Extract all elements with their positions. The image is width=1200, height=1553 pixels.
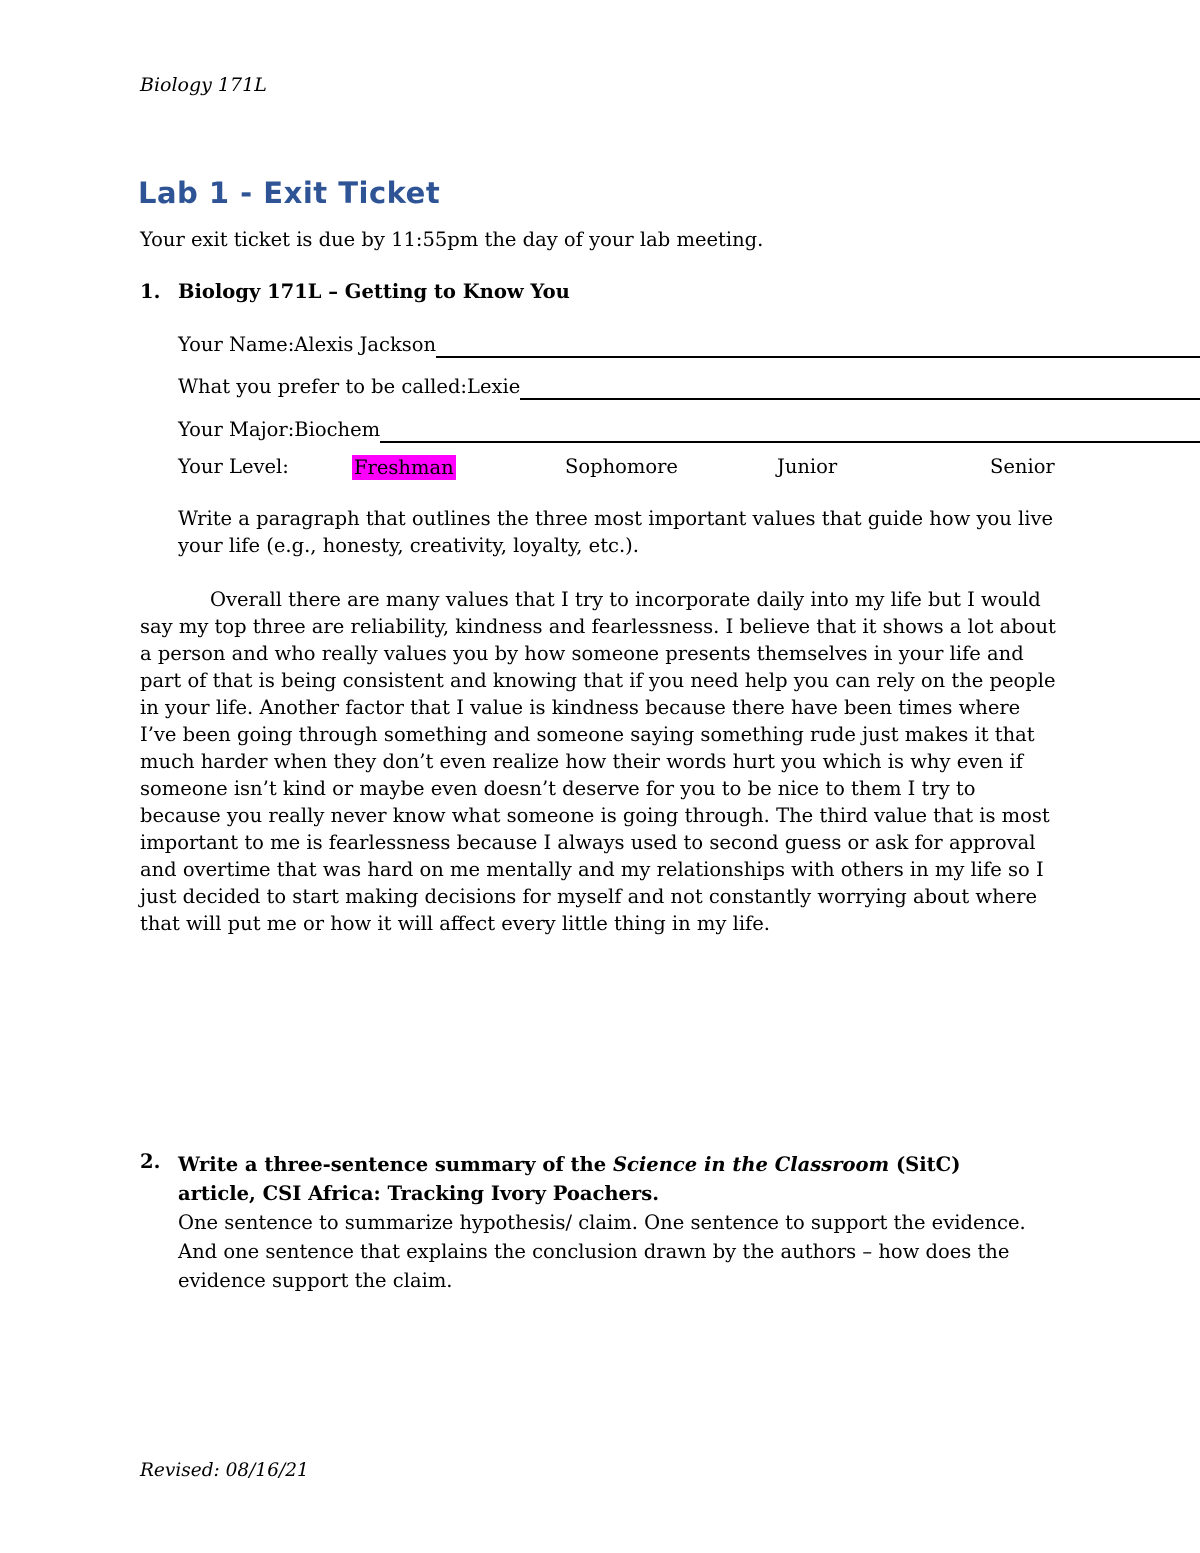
field-your-major-value: Biochem [294,418,381,441]
section-1-number: 1. [140,280,161,303]
section-2-heading [178,1150,1026,1208]
section-2-heading-post: (SitC) article, CSI Africa: Tracking Ivory Poachers. [178,1153,961,1205]
section-2 [140,1150,1040,1295]
section-2-number: 2. [140,1150,161,1173]
field-preferred-name [178,375,1200,402]
level-option-sophomore: Sophomore [565,455,678,478]
field-your-level-label: Your Level: [178,455,289,478]
values-paragraph-response: Overall there are many values that I try to incorporate daily into my life but I would say my top three are reliability, kindness and fearlessness. I believe that it shows a lot about a person and who really values you by how someone presents themselves in your life and part of that is being consistent and knowing that if you need help you can rely on the people in your life. Another factor that I value is kindness because there have been times where I’ve been going through something and someone saying something rude just makes it that much harder when they don’t even realize how their words hurt you which is why even if someone isn’t kind or maybe even doesn’t deserve for you to be nice to them I try to because you really never know what someone is going through. The third value that is most important to me is fearlessness because I always used to second guess or ask for approval and overtime that was hard on me mentally and my relationships with others in my life so I just decided to start making decisions for myself and not constantly worrying about where that will put me or how it will affect every little thing in my life. [140,588,1056,935]
values-paragraph-prompt: Write a paragraph that outlines the three most important values that guide how you live your life (e.g., honesty, creativity, loyalty, etc.). [178,507,1054,557]
level-option-freshman-highlighted: Freshman [354,456,454,479]
field-your-name-value: Alexis Jackson [294,333,437,356]
revision-date: Revised: 08/16/21 [140,1460,309,1481]
section-1 [140,280,570,303]
level-option-senior: Senior [990,455,1055,478]
field-your-name-underline [436,333,1200,358]
page-title: Lab 1 - Exit Ticket [138,176,441,210]
due-note: Your exit ticket is due by 11:55pm the day of your lab meeting. [140,228,764,251]
field-your-major [178,418,1200,445]
section-2-heading-article-title: Science in the Classroom [612,1153,890,1176]
field-preferred-name-underline [520,375,1200,400]
document-header-course: Biology 171L [140,74,267,96]
field-your-major-underline [380,418,1200,443]
field-preferred-name-value: Lexie [467,375,521,398]
field-your-major-label: Your Major: [178,418,295,441]
level-option-junior: Junior [777,455,838,478]
section-2-instructions: One sentence to summarize hypothesis/ claim. One sentence to support the evidence. And one sentence that explains the conclusion drawn by the authors – how does the evidence support the claim. [178,1211,1026,1292]
field-your-name-label: Your Name: [178,333,295,356]
field-preferred-name-label: What you prefer to be called: [178,375,468,398]
field-your-level [0,455,1200,487]
section-2-heading-pre: Write a three-sentence summary of the [178,1153,613,1176]
section-1-heading: Biology 171L – Getting to Know You [178,280,570,303]
field-your-name [178,333,1200,360]
